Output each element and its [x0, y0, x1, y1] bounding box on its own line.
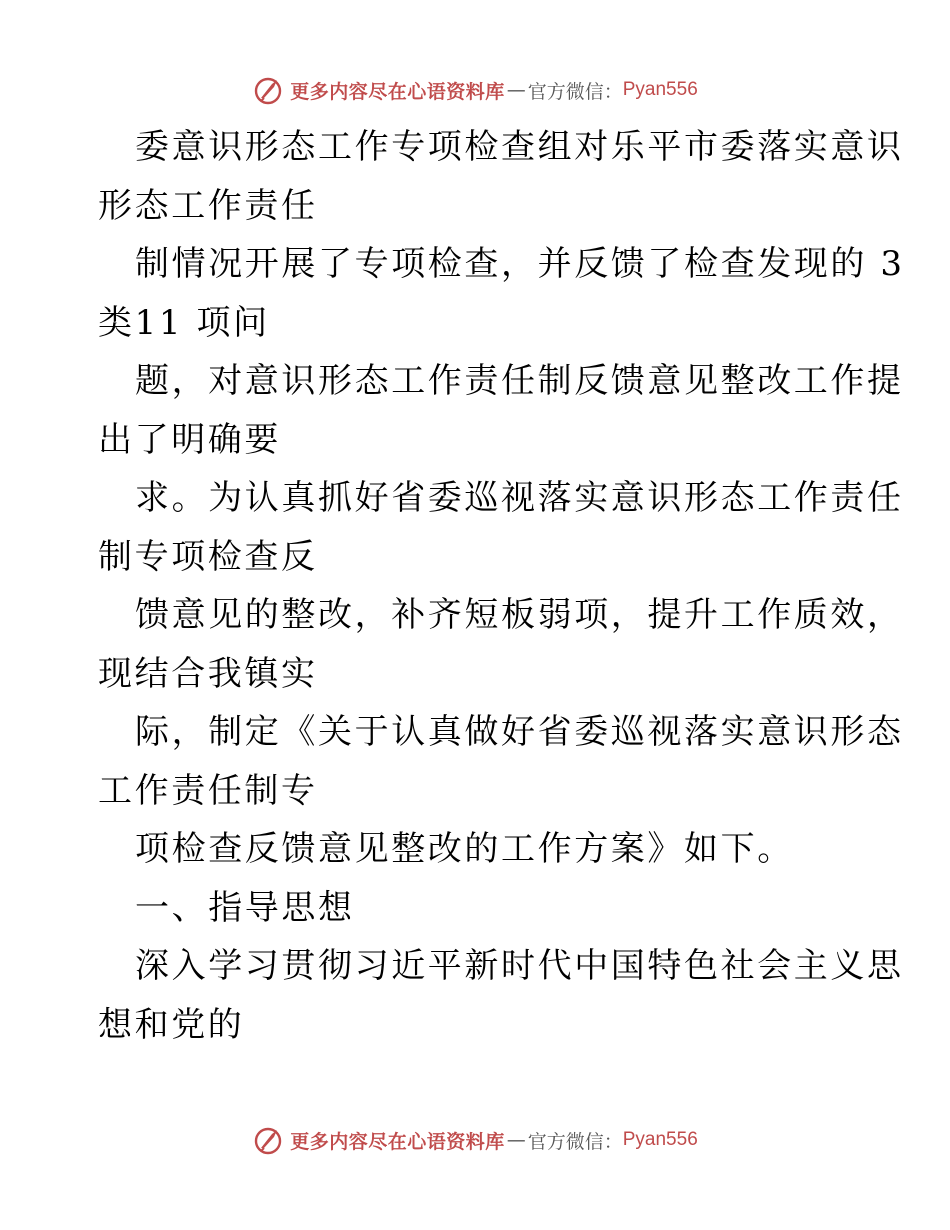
- quill-circle-icon: [252, 74, 284, 106]
- document-body: [98, 118, 905, 1054]
- footer-watermark: [0, 1120, 950, 1160]
- watermark-wechat-id: Pyan556: [622, 79, 698, 100]
- paragraph-line: 工作责任制专: [98, 770, 318, 811]
- quill-circle-icon: [252, 1124, 284, 1156]
- watermark-brand-text: 更多内容尽在心语资料库: [290, 1130, 505, 1153]
- watermark-dash: —: [506, 1129, 526, 1151]
- paragraph-line: 题，对意识形态工作责任制反馈意见整改工作提: [135, 361, 904, 401]
- paragraph-line: 馈意见的整改，补齐短板弱项，提升工作质效，: [135, 595, 904, 635]
- paragraph-line: 求。为认真抓好省委巡视落实意识形态工作责任: [135, 478, 904, 518]
- paragraph-line: 形态工作责任: [98, 185, 318, 226]
- paragraph-line: 深入学习贯彻习近平新时代中国特色社会主义思: [135, 946, 904, 986]
- watermark-wechat-id: Pyan556: [622, 1129, 698, 1150]
- paragraph-line: 委意识形态工作专项检查组对乐平市委落实意识: [135, 127, 904, 167]
- paragraph-line: 出了明确要: [98, 419, 281, 460]
- section-heading: 一、指导思想: [135, 887, 355, 928]
- paragraph-line: 制专项检查反: [98, 536, 318, 577]
- paragraph-line: 制情况开展了专项检查，并反馈了检查发现的 3: [135, 244, 905, 284]
- watermark-dash: —: [506, 79, 526, 101]
- paragraph-line: 现结合我镇实: [98, 653, 318, 694]
- paragraph-line: 想和党的: [98, 1004, 245, 1045]
- header-watermark: [0, 70, 950, 110]
- paragraph-line: 项检查反馈意见整改的工作方案》如下。: [135, 829, 794, 869]
- watermark-official-label: 官方微信：: [527, 1130, 623, 1153]
- watermark-brand-text: 更多内容尽在心语资料库: [290, 80, 505, 103]
- watermark-official-label: 官方微信：: [527, 80, 623, 103]
- paragraph-line: 类11 项问: [98, 302, 270, 343]
- paragraph-line: 际，制定《关于认真做好省委巡视落实意识形态: [135, 712, 904, 752]
